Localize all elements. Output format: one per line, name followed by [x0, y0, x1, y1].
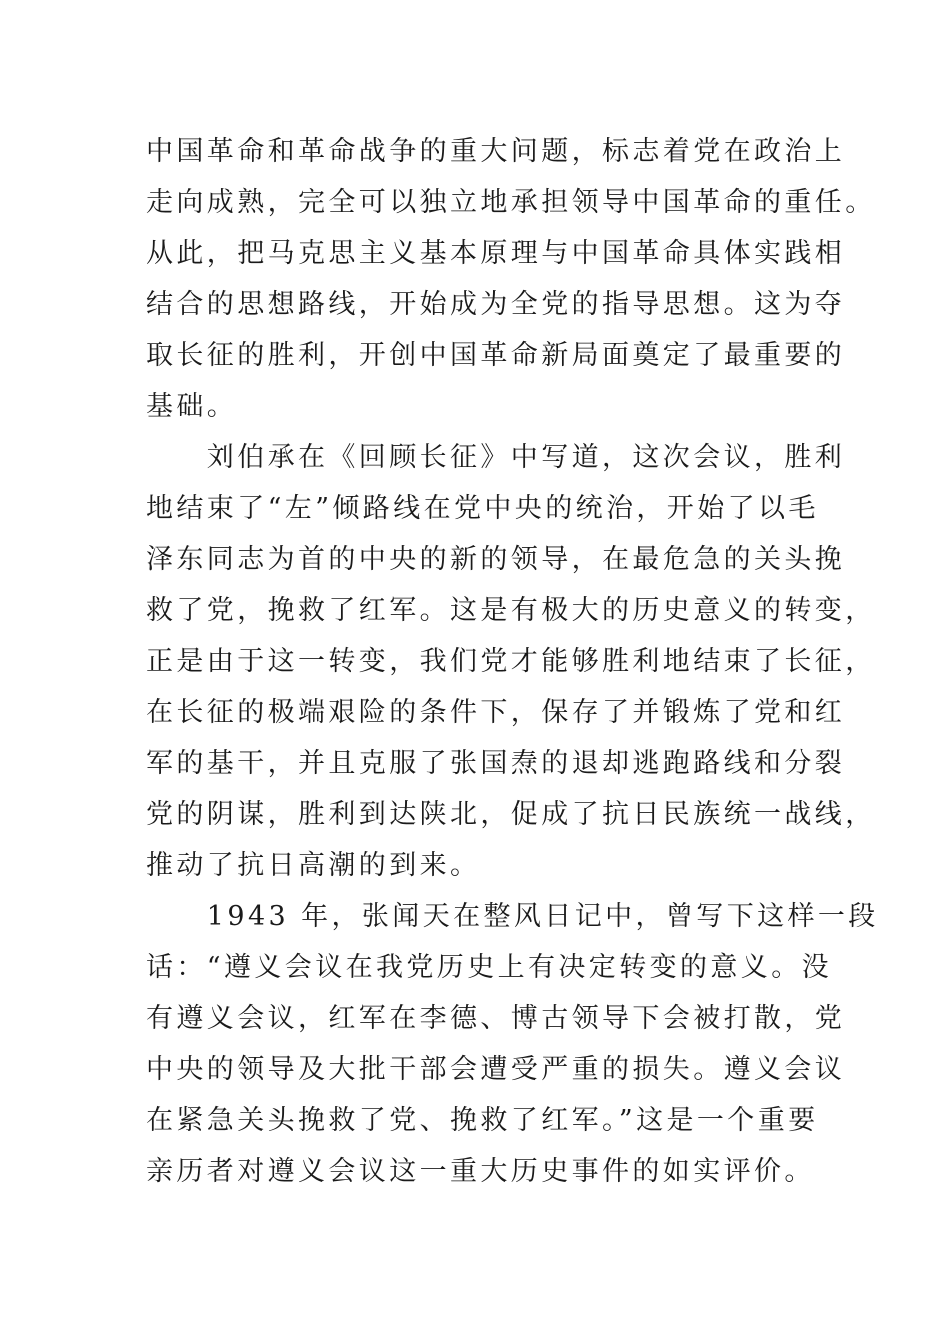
- text-line: 救了党，挽救了红军。这是有极大的历史意义的转变，: [146, 595, 876, 626]
- text-line: 刘伯承在《回顾长征》中写道，这次会议，胜利: [146, 442, 846, 473]
- text-line: 话：“遵义会议在我党历史上有决定转变的意义。没: [146, 952, 833, 983]
- paragraph-2: [146, 432, 876, 891]
- text-line: 军的基干，并且克服了张国焘的退却逃跑路线和分裂: [146, 748, 846, 779]
- text-line: 在紧急关头挽救了党、挽救了红军。”这是一个重要: [146, 1105, 819, 1136]
- text-line: 1943 年，张闻天在整风日记中，曾写下这样一段: [146, 901, 879, 932]
- text-line: 基础。: [146, 391, 238, 422]
- text-line: 取长征的胜利，开创中国革命新局面奠定了最重要的: [146, 340, 846, 371]
- paragraph-1: [146, 126, 876, 432]
- text-line: 亲历者对遵义会议这一重大历史事件的如实评价。: [146, 1156, 815, 1187]
- text-line: 结合的思想路线，开始成为全党的指导思想。这为夺: [146, 289, 846, 320]
- text-line: 有遵义会议，红军在李德、博古领导下会被打散，党: [146, 1003, 846, 1034]
- paragraph-3: [146, 891, 879, 1197]
- text-line: 地结束了“左”倾路线在党中央的统治，开始了以毛: [146, 493, 819, 524]
- text-line: 中央的领导及大批干部会遭受严重的损失。遵义会议: [146, 1054, 846, 1085]
- text-line: 正是由于这一转变，我们党才能够胜利地结束了长征，: [146, 646, 876, 677]
- text-line: 从此，把马克思主义基本原理与中国革命具体实践相: [146, 238, 846, 269]
- text-line: 中国革命和革命战争的重大问题，标志着党在政治上: [146, 136, 846, 167]
- text-line: 在长征的极端艰险的条件下，保存了并锻炼了党和红: [146, 697, 846, 728]
- text-line: 推动了抗日高潮的到来。: [146, 850, 481, 881]
- text-line: 泽东同志为首的中央的新的领导，在最危急的关头挽: [146, 544, 846, 575]
- text-line: 党的阴谋，胜利到达陕北，促成了抗日民族统一战线，: [146, 799, 876, 830]
- text-line: 走向成熟，完全可以独立地承担领导中国革命的重任。: [146, 187, 876, 218]
- document-body: [146, 126, 879, 1197]
